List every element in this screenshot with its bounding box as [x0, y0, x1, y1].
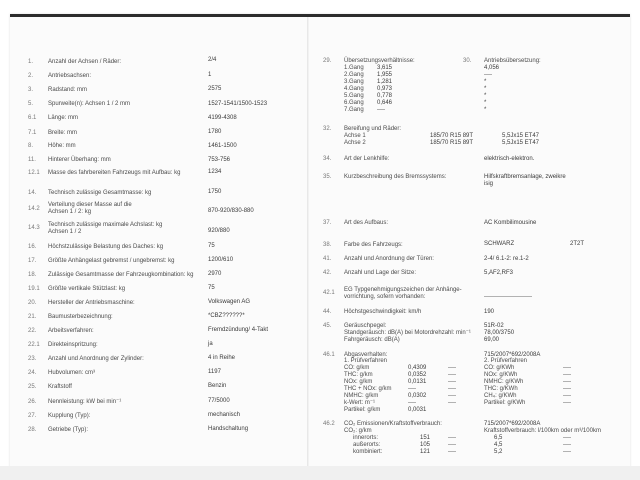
item-label: Kupplung (Typ): — [48, 413, 91, 419]
gear-extra: * — [484, 93, 487, 99]
fuel-consumption-label: Kraftstoffverbrauch: l/100km oder m³/100km — [484, 428, 601, 434]
item-value: 753-756 — [208, 157, 231, 163]
emission-value: 0,0131 — [408, 379, 427, 385]
item-value: isig — [484, 181, 494, 187]
item-value: 2970 — [208, 271, 222, 277]
item-value: 1750 — [208, 189, 222, 195]
item-number: 23. — [28, 356, 37, 362]
item-label: Direkteinspritzung: — [48, 342, 98, 348]
item-value: 1527-1541/1500-1523 — [208, 101, 268, 107]
gear-value: 1,281 — [377, 79, 393, 85]
item-number: 38. — [323, 242, 332, 248]
item-number: 18. — [28, 272, 37, 278]
item-label: Kraftstoff — [48, 384, 72, 390]
item-number: 28. — [28, 427, 37, 433]
item-value: 1 — [208, 72, 212, 78]
emission-dash: ---- — [448, 400, 456, 406]
emission-label-2: NOx: g/KWh — [484, 372, 518, 378]
gear-extra: * — [484, 107, 487, 113]
consumption-label: außerorts: — [353, 442, 381, 448]
item-label: Länge: mm — [48, 115, 79, 121]
item-label: CO₂ Emissionen/Kraftstoffverbrauch: — [344, 421, 442, 427]
item-number: 14.3 — [28, 225, 40, 231]
item-label: Achsen 1 / 2 — [48, 229, 82, 235]
emission-value-2: ---- — [563, 372, 571, 378]
gear-extra: * — [484, 86, 487, 92]
item-number: 11. — [28, 157, 36, 163]
item-number: 1. — [28, 59, 34, 65]
emission-label-2: CO: g/KWh — [484, 365, 515, 371]
consumption-label: kombiniert: — [353, 449, 383, 455]
test-procedure-1: 1. Prüfverfahren — [344, 358, 388, 364]
emission-value-2: ---- — [563, 365, 571, 371]
item-number: 16. — [28, 244, 37, 250]
item-number: 14. — [28, 190, 37, 196]
item-label: Größte vertikale Stützlast: kg — [48, 286, 126, 292]
emission-value: ---- — [408, 400, 416, 406]
gear-extra: * — [484, 79, 487, 85]
item-label: vorrichtung, sofern vorhanden: — [344, 294, 426, 300]
item-number: 6.1 — [28, 115, 37, 121]
item-value: ------------------------ — [484, 294, 532, 300]
consumption-value: 6,5 — [494, 435, 503, 441]
item-label: Abgasverhalten: — [344, 352, 388, 358]
emission-dash: ---- — [448, 386, 456, 392]
item-label: Radstand: mm — [48, 87, 88, 93]
gear-label: 3.Gang — [344, 79, 364, 85]
item-label: Höhe: mm — [48, 143, 76, 149]
axle-label: Achse 1 — [344, 133, 366, 139]
gear-extra: ---- — [484, 72, 492, 78]
emission-value-2: ---- — [563, 400, 571, 406]
item-value: AC Kombilimousine — [484, 220, 537, 226]
emission-label: k-Wert: m⁻¹ — [344, 400, 376, 406]
item-label: Höchstzulässige Belastung des Daches: kg — [48, 244, 164, 250]
emission-value-2: ---- — [563, 379, 571, 385]
co2-value: 121 — [420, 449, 431, 455]
item-value: 1234 — [208, 169, 222, 175]
item-value: 190 — [484, 309, 495, 315]
item-label: Breite: mm — [48, 130, 78, 136]
item-value: 78,00/3750 — [484, 330, 515, 336]
consumption-label: innerorts: — [353, 435, 379, 441]
gear-label: 5.Gang — [344, 93, 364, 99]
item-value: Volkswagen AG — [208, 299, 251, 305]
item-value: *CBZ??????* — [208, 313, 245, 319]
tyre-size: 185/70 R15 89T — [430, 140, 474, 146]
item-label: Hubvolumen: cm³ — [48, 370, 96, 376]
item-number: 17. — [28, 258, 37, 264]
gear-label: 6.Gang — [344, 100, 364, 106]
emission-dash: ---- — [563, 442, 571, 448]
item-label: Getriebe (Typ): — [48, 427, 89, 433]
gear-label: 2.Gang — [344, 72, 364, 78]
item-value: Handschaltung — [208, 426, 249, 432]
item-label: Technisch zulässige Gesamtmasse: kg — [48, 190, 152, 196]
item-label: EG Typgenehmigungszeichen der Anhänge- — [344, 287, 462, 293]
emission-dash: ---- — [563, 449, 571, 455]
emission-value: 0,0031 — [408, 407, 427, 413]
item-number: 35. — [323, 174, 332, 180]
gear-value: 1,955 — [377, 72, 393, 78]
item-number: 22.1 — [28, 342, 40, 348]
item-number: 41. — [323, 256, 332, 262]
item-label: Antriebsachsen: — [48, 73, 92, 79]
item-number: 22. — [28, 328, 37, 334]
item-label: Anzahl und Anordnung der Zylinder: — [48, 356, 144, 362]
item-label: Farbe des Fahrzeugs: — [344, 242, 403, 248]
item-value: 2-4/ 6.1-2: re.1-2 — [484, 256, 529, 262]
item-value: 77/5000 — [208, 398, 230, 404]
emission-value-2: ---- — [563, 386, 571, 392]
item-number: 21. — [28, 314, 37, 320]
item-label: Technisch zulässige maximale Achslast: kg — [48, 222, 163, 228]
document-page — [10, 14, 630, 469]
emission-label: NOx: g/km — [344, 379, 373, 385]
emission-label: THC + NOx: g/km — [344, 386, 392, 392]
emission-dash: ---- — [448, 449, 456, 455]
item-value: 1780 — [208, 129, 222, 135]
gear-value: 0,973 — [377, 86, 393, 92]
emission-dash: ---- — [448, 442, 456, 448]
item-label: Art des Aufbaus: — [344, 220, 389, 226]
item-number: 3. — [28, 87, 34, 93]
rim-size: 5,5Jx15 ET47 — [502, 140, 540, 146]
item-value: 51R-02 — [484, 323, 504, 329]
item-number: 5. — [28, 101, 34, 107]
item-label: Achsen 1 / 2: kg — [48, 209, 92, 215]
item-number: 27. — [28, 413, 37, 419]
item-value: 5,AF2,RF3 — [484, 270, 514, 276]
item-value: 1197 — [208, 369, 221, 375]
item-value: 715/2007*692/2008A — [484, 352, 541, 358]
item-label: Hersteller der Antriebsmaschine: — [48, 300, 135, 306]
item-value: 69,00 — [484, 337, 500, 343]
item-number: 19.1 — [28, 286, 40, 292]
item-label: Masse des fahrbereiten Fahrzeugs mit Aufbau: kg — [48, 170, 181, 176]
item-value: 2/4 — [208, 57, 217, 63]
item-value: 715/2007*692/2008A — [484, 421, 541, 427]
item-label: Bereifung und Räder: — [344, 126, 402, 132]
emission-dash: ---- — [448, 365, 456, 371]
item-value: 4199-4308 — [208, 115, 237, 121]
item-number: 30. — [463, 58, 472, 64]
emission-dash: ---- — [563, 435, 571, 441]
item-value: 870-920/830-880 — [208, 208, 254, 214]
item-number: 14.2 — [28, 206, 40, 212]
item-number: 20. — [28, 300, 37, 306]
item-value: Benzin — [208, 383, 227, 389]
item-value: elektrisch-elektron. — [484, 156, 535, 162]
gear-extra: * — [484, 100, 487, 106]
item-label: Höchstgeschwindigkeit: km/h — [344, 309, 422, 315]
item-value: 4 in Reihe — [208, 355, 236, 361]
emission-value: 0,0352 — [408, 372, 427, 378]
item-number: 34. — [323, 156, 332, 162]
item-number: 29. — [323, 58, 332, 64]
consumption-value: 4,5 — [494, 442, 503, 448]
item-value: SCHWARZ — [484, 241, 515, 247]
item-number: 2. — [28, 73, 34, 79]
item-number: 8. — [28, 143, 34, 149]
gear-label: 4.Gang — [344, 86, 364, 92]
test-procedure-2: 2. Prüfverfahren — [484, 358, 528, 364]
emission-dash: ---- — [448, 393, 456, 399]
emission-label-2: Partikel: g/KWh — [484, 400, 526, 406]
item-number: 32. — [323, 126, 332, 132]
item-number: 46.2 — [323, 421, 335, 427]
emission-dash: ---- — [448, 372, 456, 378]
item-label: Übersetzungsverhältnisse: — [344, 58, 415, 64]
item-number: 7.1 — [28, 130, 37, 136]
item-number: 45. — [323, 323, 332, 329]
item-value: Hilfskraftbremsanlage, zweikre — [484, 174, 566, 180]
item-label: Standgeräusch: dB(A) bei Motordrehzahl: min⁻¹ — [344, 330, 471, 336]
consumption-value: 5,2 — [494, 449, 503, 455]
emission-value: 0,4309 — [408, 365, 427, 371]
item-label: Zulässige Gesamtmasse der Fahrzeugkombination: kg — [48, 272, 194, 278]
item-label: Kurzbeschreibung des Bremssystems: — [344, 174, 447, 180]
item-label: Nennleistung: kW bei min⁻¹ — [48, 399, 122, 405]
item-value: Fremdzündung/ 4-Takt — [208, 327, 269, 333]
item-value: 75 — [208, 285, 215, 291]
item-label: Größte Anhängelast gebremst / ungebremst: kg — [48, 258, 175, 264]
gear-label: 1.Gang — [344, 65, 364, 71]
item-label: Antriebsübersetzung: — [484, 58, 541, 64]
item-number: 44. — [323, 309, 332, 315]
emission-value: ---- — [408, 386, 416, 392]
co2-value: 105 — [420, 442, 431, 448]
item-number: 46.1 — [323, 352, 335, 358]
item-label: Fahrgeräusch: dB(A) — [344, 337, 400, 343]
gear-label: 7.Gang — [344, 107, 364, 113]
item-number: 25. — [28, 384, 37, 390]
emission-label-2: THC: g/KWh — [484, 386, 518, 392]
gear-value: ---- — [377, 107, 385, 113]
emission-label: THC: g/km — [344, 372, 373, 378]
item-number: 24. — [28, 370, 37, 376]
emission-dash: ---- — [448, 435, 456, 441]
rim-size: 5,5Jx15 ET47 — [502, 133, 540, 139]
item-value: 4,056 — [484, 65, 500, 71]
item-value: 2575 — [208, 86, 222, 92]
emission-label: CO: g/km — [344, 365, 370, 371]
emission-dash: ---- — [448, 379, 456, 385]
item-value: 1461-1500 — [208, 143, 237, 149]
item-label: Anzahl und Anordnung der Türen: — [344, 256, 434, 262]
item-label: Hinterer Überhang: mm — [48, 157, 111, 163]
item-label: Verteilung dieser Masse auf die — [48, 202, 132, 208]
co2-label: CO₂: g/km — [344, 428, 372, 434]
scan-bottom-edge — [0, 466, 640, 480]
item-label: Baumusterbezeichnung: — [48, 314, 113, 320]
item-number: 12.1 — [28, 170, 40, 176]
emission-value: 0,0302 — [408, 393, 427, 399]
emission-label-2: NMHC: g/KWh — [484, 379, 524, 385]
emission-label: NMHC: g/km — [344, 393, 379, 399]
item-label: Geräuschpegel: — [344, 323, 387, 329]
emission-label: Partikel: g/km — [344, 407, 381, 413]
emission-label-2: CH₄: g/KWh — [484, 393, 517, 399]
item-number: 37. — [323, 220, 332, 226]
item-value: 1200/610 — [208, 257, 234, 263]
item-number: 42.1 — [323, 290, 335, 296]
item-number: 26. — [28, 399, 37, 405]
tyre-size: 185/70 R15 89T — [430, 133, 474, 139]
item-value: 920/880 — [208, 228, 230, 234]
item-label: Anzahl und Lage der Sitze: — [344, 270, 417, 276]
item-value: ja — [208, 341, 213, 347]
item-value: mechanisch — [208, 412, 241, 418]
item-label: Spurweite(n): Achsen 1 / 2 mm — [48, 101, 131, 107]
axle-label: Achse 2 — [344, 140, 366, 146]
colour-code: 2T2T — [570, 241, 585, 247]
item-label: Art der Lenkhilfe: — [344, 156, 390, 162]
gear-value: 3,615 — [377, 65, 393, 71]
item-label: Anzahl der Achsen / Räder: — [48, 59, 122, 65]
item-value: 75 — [208, 243, 215, 249]
gear-value: 0,646 — [377, 100, 393, 106]
item-number: 42. — [323, 270, 332, 276]
co2-value: 151 — [420, 435, 431, 441]
gear-value: 0,778 — [377, 93, 393, 99]
item-label: Arbeitsverfahren: — [48, 328, 94, 334]
emission-value-2: ---- — [563, 393, 571, 399]
